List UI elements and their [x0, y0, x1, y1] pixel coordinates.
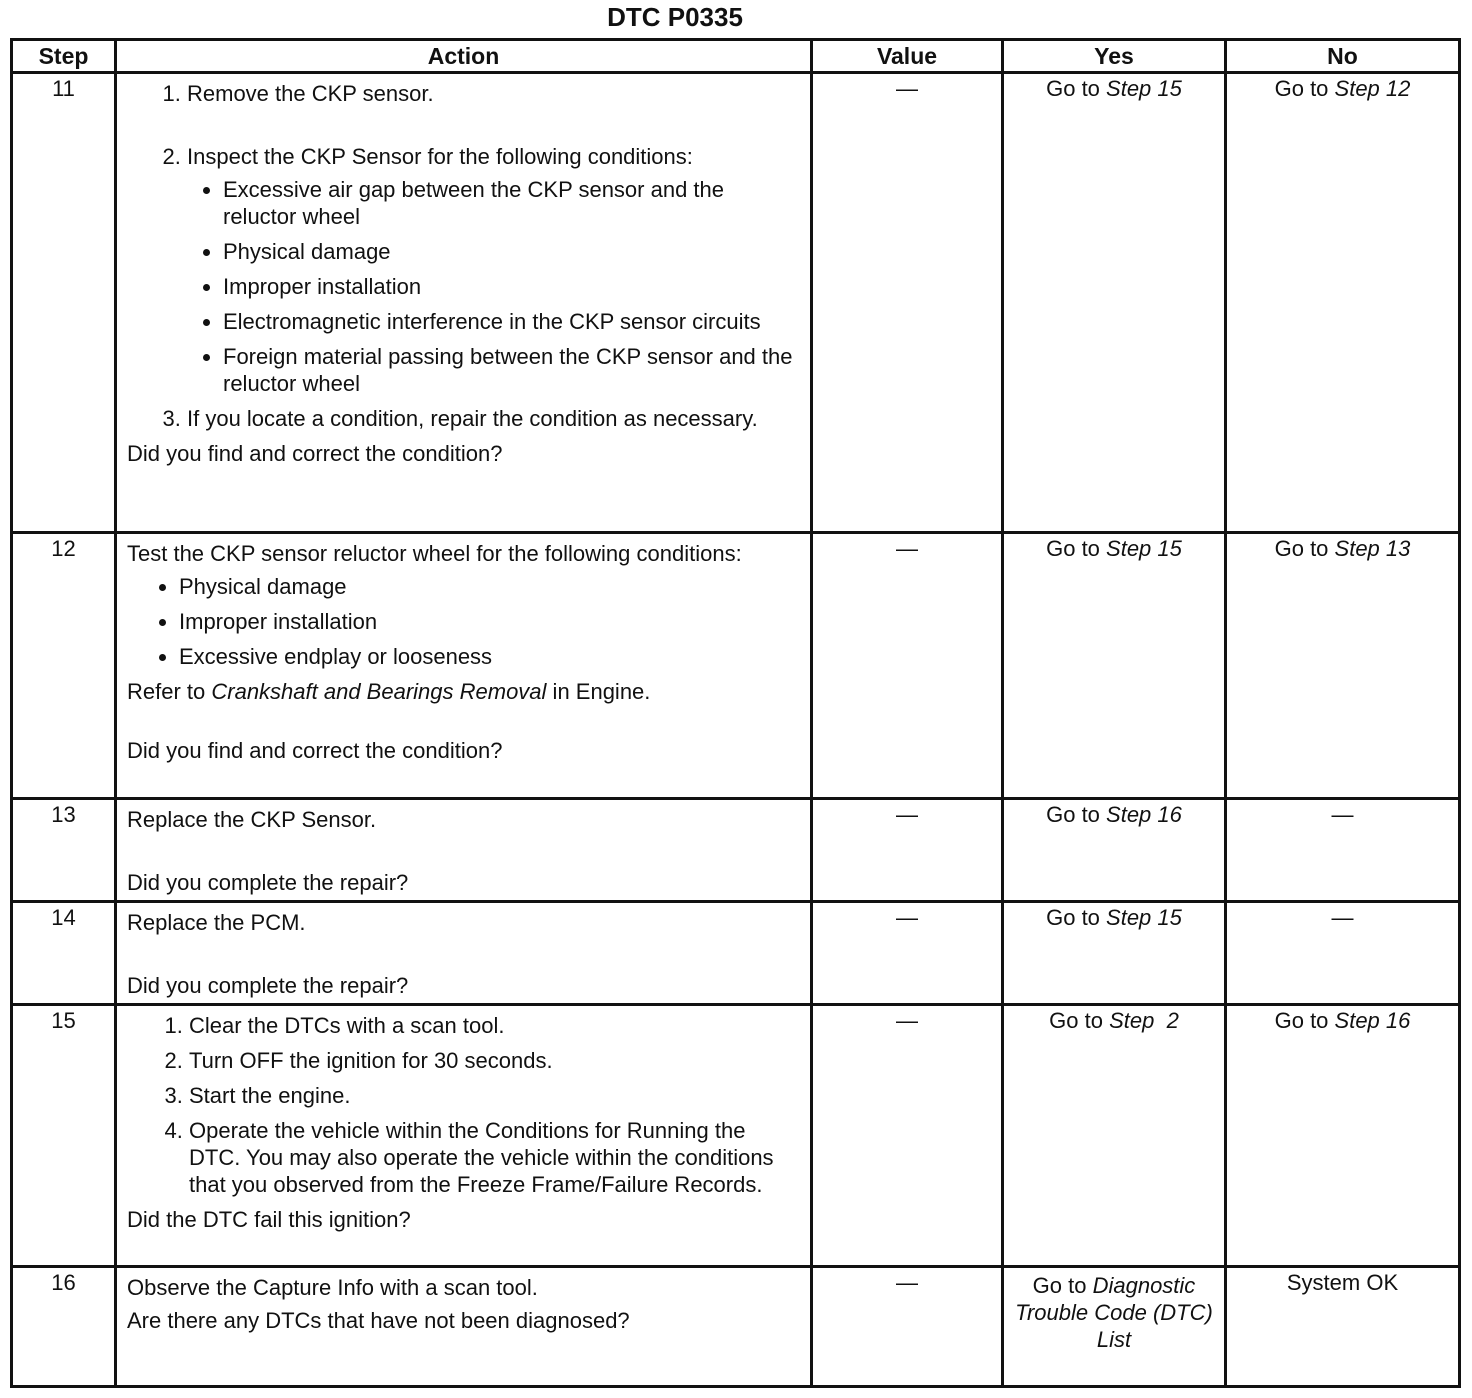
- yes-cell: [1003, 533, 1226, 799]
- refer-suffix: in Engine.: [546, 679, 651, 704]
- goto-step-link[interactable]: Step 15: [1106, 76, 1182, 101]
- table-row: [12, 1005, 1460, 1267]
- bullet-item: • Physical damage: [179, 573, 802, 600]
- bullet-item: • Excessive endplay or looseness: [179, 643, 802, 670]
- bullet-list: [127, 573, 802, 670]
- bullet-item: • Excessive air gap between the CKP sensor and the reluctor wheel: [223, 176, 802, 230]
- goto-prefix: Go to: [1046, 905, 1107, 930]
- step-number: 12: [12, 533, 116, 799]
- goto-prefix: Go to: [1274, 536, 1335, 561]
- question-text: Did the DTC fail this ignition?: [127, 1207, 411, 1232]
- refer-link[interactable]: Crankshaft and Bearings Removal: [211, 679, 547, 704]
- no-cell: [1226, 533, 1460, 799]
- step-number: 14: [12, 902, 116, 1005]
- bullet-item: • Improper installation: [179, 608, 802, 635]
- no-cell: [1226, 73, 1460, 533]
- table-row: [12, 533, 1460, 799]
- question-text: Did you complete the repair?: [127, 870, 409, 895]
- value-cell: —: [812, 1267, 1003, 1387]
- yes-cell: [1003, 1267, 1226, 1387]
- intro-text: Replace the CKP Sensor.: [127, 807, 377, 832]
- intro-text: Test the CKP sensor reluctor wheel for the following conditions:: [127, 541, 742, 566]
- value-cell: —: [812, 73, 1003, 533]
- goto-step-link[interactable]: Step 15: [1106, 905, 1182, 930]
- yes-cell: [1003, 799, 1226, 902]
- goto-prefix: Go to: [1274, 76, 1335, 101]
- goto-prefix: Go to: [1032, 1273, 1093, 1298]
- yes-cell: [1003, 1005, 1226, 1267]
- goto-prefix: Go to: [1046, 802, 1107, 827]
- list-item: 4. Operate the vehicle within the Conditions for Running the DTC. You may also operate the vehicle within the conditions that you observed from the Freeze Frame/Failure Records.: [189, 1117, 802, 1198]
- goto-diagnostic-link[interactable]: Diagnostic Trouble Code (DTC) List: [1015, 1273, 1213, 1352]
- question-text: Did you complete the repair?: [127, 973, 409, 998]
- question-text: Did you find and correct the condition?: [127, 441, 503, 466]
- list-item-text: Inspect the CKP Sensor for the following conditions:: [187, 144, 693, 169]
- action-cell: [116, 533, 812, 799]
- header-step: Step: [12, 40, 116, 73]
- value-cell: —: [812, 1005, 1003, 1267]
- step-number: 16: [12, 1267, 116, 1387]
- goto-prefix: Go to: [1046, 76, 1107, 101]
- value-cell: —: [812, 799, 1003, 902]
- action-cell: [116, 1267, 812, 1387]
- bullet-item: • Physical damage: [223, 238, 802, 265]
- value-cell: —: [812, 902, 1003, 1005]
- refer-text: [127, 678, 802, 705]
- list-item: [187, 143, 802, 397]
- action-cell: [116, 73, 812, 533]
- yes-cell: [1003, 73, 1226, 533]
- goto-step-link[interactable]: Step 2: [1109, 1008, 1179, 1033]
- header-no: No: [1226, 40, 1460, 73]
- goto-prefix: Go to: [1274, 1008, 1335, 1033]
- table-row: [12, 73, 1460, 533]
- goto-step-link[interactable]: Step 13: [1334, 536, 1411, 561]
- action-cell: [116, 902, 812, 1005]
- action-cell: [116, 799, 812, 902]
- bullet-list: [187, 176, 802, 397]
- step-number: 13: [12, 799, 116, 902]
- bullet-item: • Electromagnetic interference in the CKP sensor circuits: [223, 308, 802, 335]
- step-number: 15: [12, 1005, 116, 1267]
- header-row: [12, 40, 1460, 73]
- step-number: 11: [12, 73, 116, 533]
- bullet-item: • Foreign material passing between the CKP sensor and the reluctor wheel: [223, 343, 802, 397]
- goto-step-link[interactable]: Step 16: [1334, 1008, 1411, 1033]
- goto-step-link[interactable]: Step 12: [1334, 76, 1411, 101]
- table-row: [12, 1267, 1460, 1387]
- no-cell: —: [1226, 799, 1460, 902]
- table-row: [12, 799, 1460, 902]
- goto-step-link[interactable]: Step 15: [1106, 536, 1182, 561]
- header-value: Value: [812, 40, 1003, 73]
- numbered-list: [127, 80, 802, 432]
- table-row: [12, 902, 1460, 1005]
- numbered-list: [127, 1012, 802, 1198]
- list-item: 3. Start the engine.: [189, 1082, 802, 1109]
- page-title: DTC P0335: [607, 2, 743, 32]
- intro-text: Replace the PCM.: [127, 910, 306, 935]
- bullet-item: • Improper installation: [223, 273, 802, 300]
- goto-prefix: Go to: [1046, 536, 1107, 561]
- question-text: Did you find and correct the condition?: [127, 738, 503, 763]
- list-item: 2. Turn OFF the ignition for 30 seconds.: [189, 1047, 802, 1074]
- list-item: 1. Clear the DTCs with a scan tool.: [189, 1012, 802, 1039]
- goto-prefix: Go to: [1049, 1008, 1110, 1033]
- refer-prefix: Refer to: [127, 679, 212, 704]
- no-cell: [1226, 1005, 1460, 1267]
- no-cell: System OK: [1226, 1267, 1460, 1387]
- list-item: 3. If you locate a condition, repair the condition as necessary.: [187, 405, 802, 432]
- dtc-table: [10, 38, 1461, 1388]
- goto-step-link[interactable]: Step 16: [1106, 802, 1182, 827]
- question-text: Are there any DTCs that have not been diagnosed?: [127, 1308, 630, 1333]
- no-cell: —: [1226, 902, 1460, 1005]
- list-item: 1. Remove the CKP sensor.: [187, 80, 802, 107]
- action-cell: [116, 1005, 812, 1267]
- yes-cell: [1003, 902, 1226, 1005]
- value-cell: —: [812, 533, 1003, 799]
- header-yes: Yes: [1003, 40, 1226, 73]
- intro-text: Observe the Capture Info with a scan tool.: [127, 1275, 538, 1300]
- header-action: Action: [116, 40, 812, 73]
